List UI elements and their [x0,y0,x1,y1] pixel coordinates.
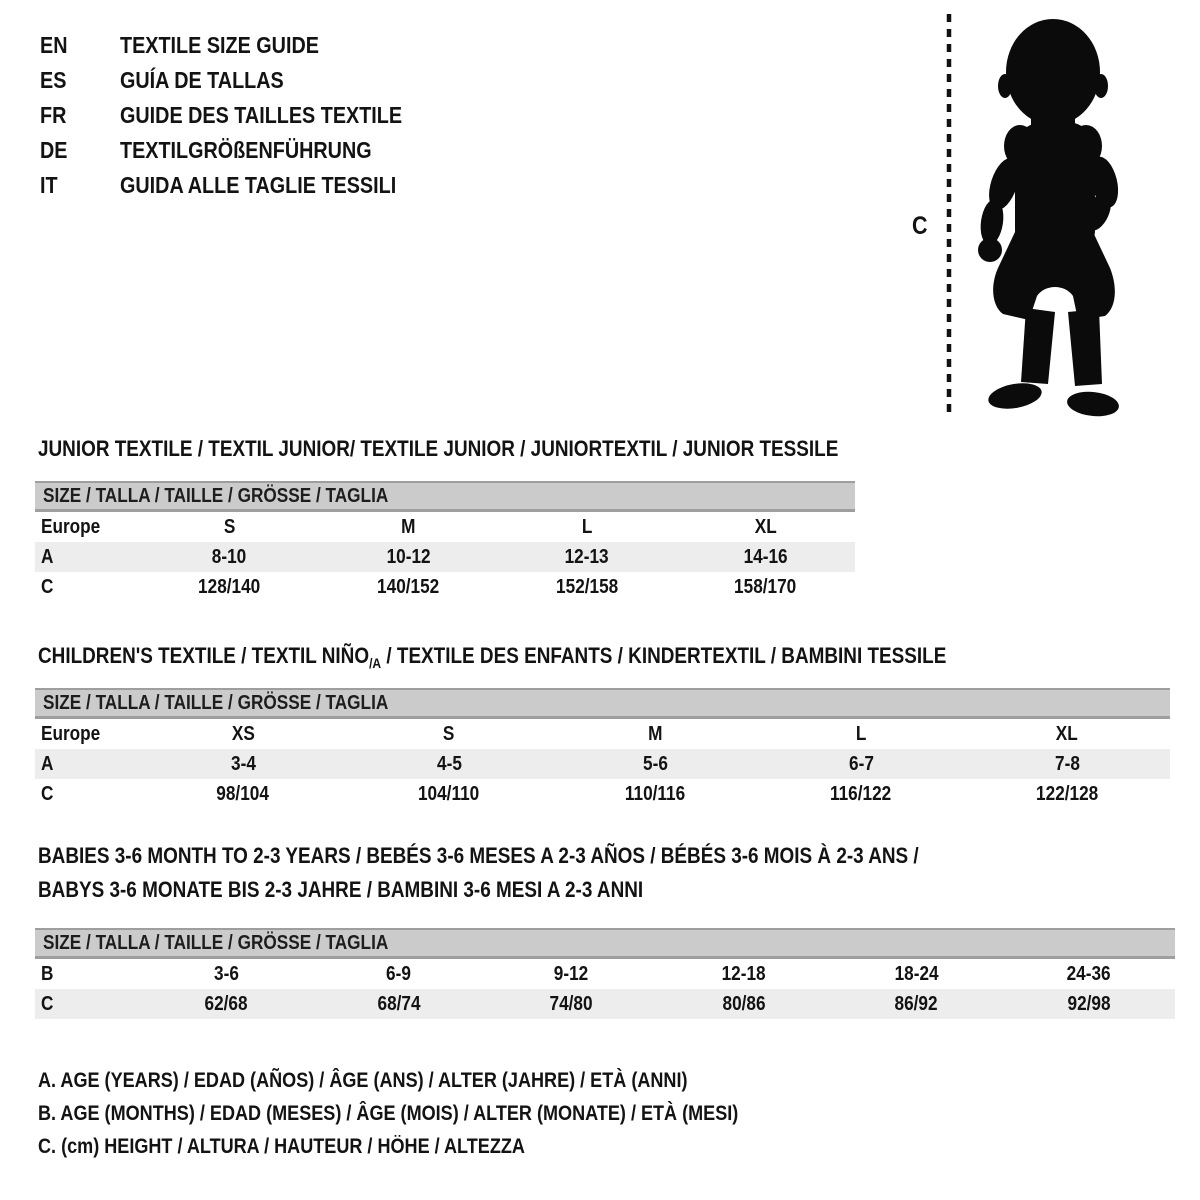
row-label: Europe [41,722,101,745]
height-cell: 116/122 [830,782,892,805]
size-cell: XL [754,515,777,538]
language-row-de [40,133,448,168]
legend-age-months: B. AGE (MONTHS) / EDAD (MESES) / ÂGE (MOIS) / ALTER (MONATE) / ETÀ (MESI) [38,1102,739,1125]
height-cell: 110/116 [624,782,686,805]
junior-age-row [35,542,855,572]
size-cell: S [223,515,236,538]
months-cell: 24-36 [1066,962,1111,985]
junior-size-header-bar: SIZE / TALLA / TAILLE / GRÖSSE / TAGLIA [35,481,855,512]
height-cell: 152/158 [555,575,618,598]
age-cell: 8-10 [212,545,247,568]
height-label: C [912,212,928,240]
children-height-row [35,779,1170,809]
language-code: IT [40,172,58,198]
age-cell: 5-6 [642,752,668,775]
age-cell: 12-13 [564,545,609,568]
legend-age-years: A. AGE (YEARS) / EDAD (AÑOS) / ÂGE (ANS) / ALTER (JAHRE) / ETÀ (ANNI) [38,1069,688,1092]
language-code: EN [40,32,68,58]
junior-size-table [35,481,855,602]
children-section-title: CHILDREN'S TEXTILE / TEXTIL $NIÑO_{/A}$ / TEXTILE DES ENFANTS / KINDERTEXTIL / BAMBINI TESSILE [38,643,947,671]
language-title: TEXTILE SIZE GUIDE [120,32,319,58]
height-cell: 140/152 [377,575,440,598]
babies-size-table [35,928,1175,1019]
junior-section-title: JUNIOR TEXTILE / TEXTIL JUNIOR/ TEXTILE JUNIOR / JUNIORTEXTIL / JUNIOR TESSILE [38,436,839,461]
height-cell: 68/74 [377,992,421,1015]
language-row-it [40,168,448,203]
size-cell: XL [1056,722,1078,745]
height-cell: 128/140 [198,575,261,598]
height-cell: 86/92 [894,992,938,1015]
age-cell: 4-5 [436,752,462,775]
months-cell: 6-9 [386,962,412,985]
children-age-row [35,749,1170,779]
months-cell: 3-6 [213,962,239,985]
children-size-table [35,688,1170,809]
row-label: A [41,752,54,775]
children-size-header-bar: SIZE / TALLA / TAILLE / GRÖSSE / TAGLIA [35,688,1170,719]
toddler-silhouette-icon [963,12,1141,425]
junior-height-row [35,572,855,602]
babies-months-row [35,959,1175,989]
row-label: A [41,545,54,568]
height-cell: 92/98 [1067,992,1111,1015]
size-cell: S [443,722,455,745]
language-title: GUÍA DE TALLAS [120,67,284,93]
height-cell: 74/80 [549,992,593,1015]
junior-europe-row [35,512,855,542]
age-cell: 3-4 [230,752,256,775]
language-row-en [40,28,448,63]
babies-height-row [35,989,1175,1019]
babies-section-title-line1: BABIES 3-6 MONTH TO 2-3 YEARS / BEBÉS 3-6 MESES A 2-3 AÑOS / BÉBÉS 3-6 MOIS À 2-3 ANS / [38,843,919,868]
height-cell: 122/128 [1035,782,1099,805]
size-cell: L [581,515,593,538]
height-cell: 80/86 [722,992,766,1015]
size-cell: XS [231,722,255,745]
age-cell: 7-8 [1054,752,1080,775]
size-cell: M [647,722,663,745]
height-measure-dashed-line [946,14,952,423]
size-cell: L [855,722,867,745]
language-code: DE [40,137,68,163]
months-cell: 9-12 [554,962,589,985]
row-label: Europe [41,515,101,538]
height-cell: 62/68 [204,992,248,1015]
language-title: GUIDA ALLE TAGLIE TESSILI [120,172,397,198]
row-label: C [41,992,54,1015]
row-label: B [41,962,54,985]
language-title: GUIDE DES TAILLES TEXTILE [120,102,403,128]
babies-size-header-bar: SIZE / TALLA / TAILLE / GRÖSSE / TAGLIA [35,928,1175,959]
babies-section-title-line2: BABYS 3-6 MONATE BIS 2-3 JAHRE / BAMBINI 3-6 MESI A 2-3 ANNI [38,877,644,902]
children-europe-row [35,719,1170,749]
height-cell: 158/170 [734,575,797,598]
age-cell: 6-7 [848,752,874,775]
age-cell: 10-12 [386,545,431,568]
months-cell: 18-24 [894,962,939,985]
language-code: ES [40,67,67,93]
height-cell: 104/110 [418,782,480,805]
size-cell: M [400,515,416,538]
height-cell: 98/104 [216,782,270,805]
months-cell: 12-18 [721,962,766,985]
language-row-es [40,63,448,98]
age-cell: 14-16 [743,545,788,568]
language-title-list [40,28,448,203]
legend-height-cm: C. (cm) HEIGHT / ALTURA / HAUTEUR / HÖHE / ALTEZZA [38,1135,525,1158]
language-row-fr [40,98,448,133]
language-code: FR [40,102,67,128]
row-label: C [41,782,54,805]
language-title: TEXTILGRÖßENFÜHRUNG [120,137,372,163]
nino-a-subscript: /A [369,655,382,671]
row-label: C [41,575,54,598]
